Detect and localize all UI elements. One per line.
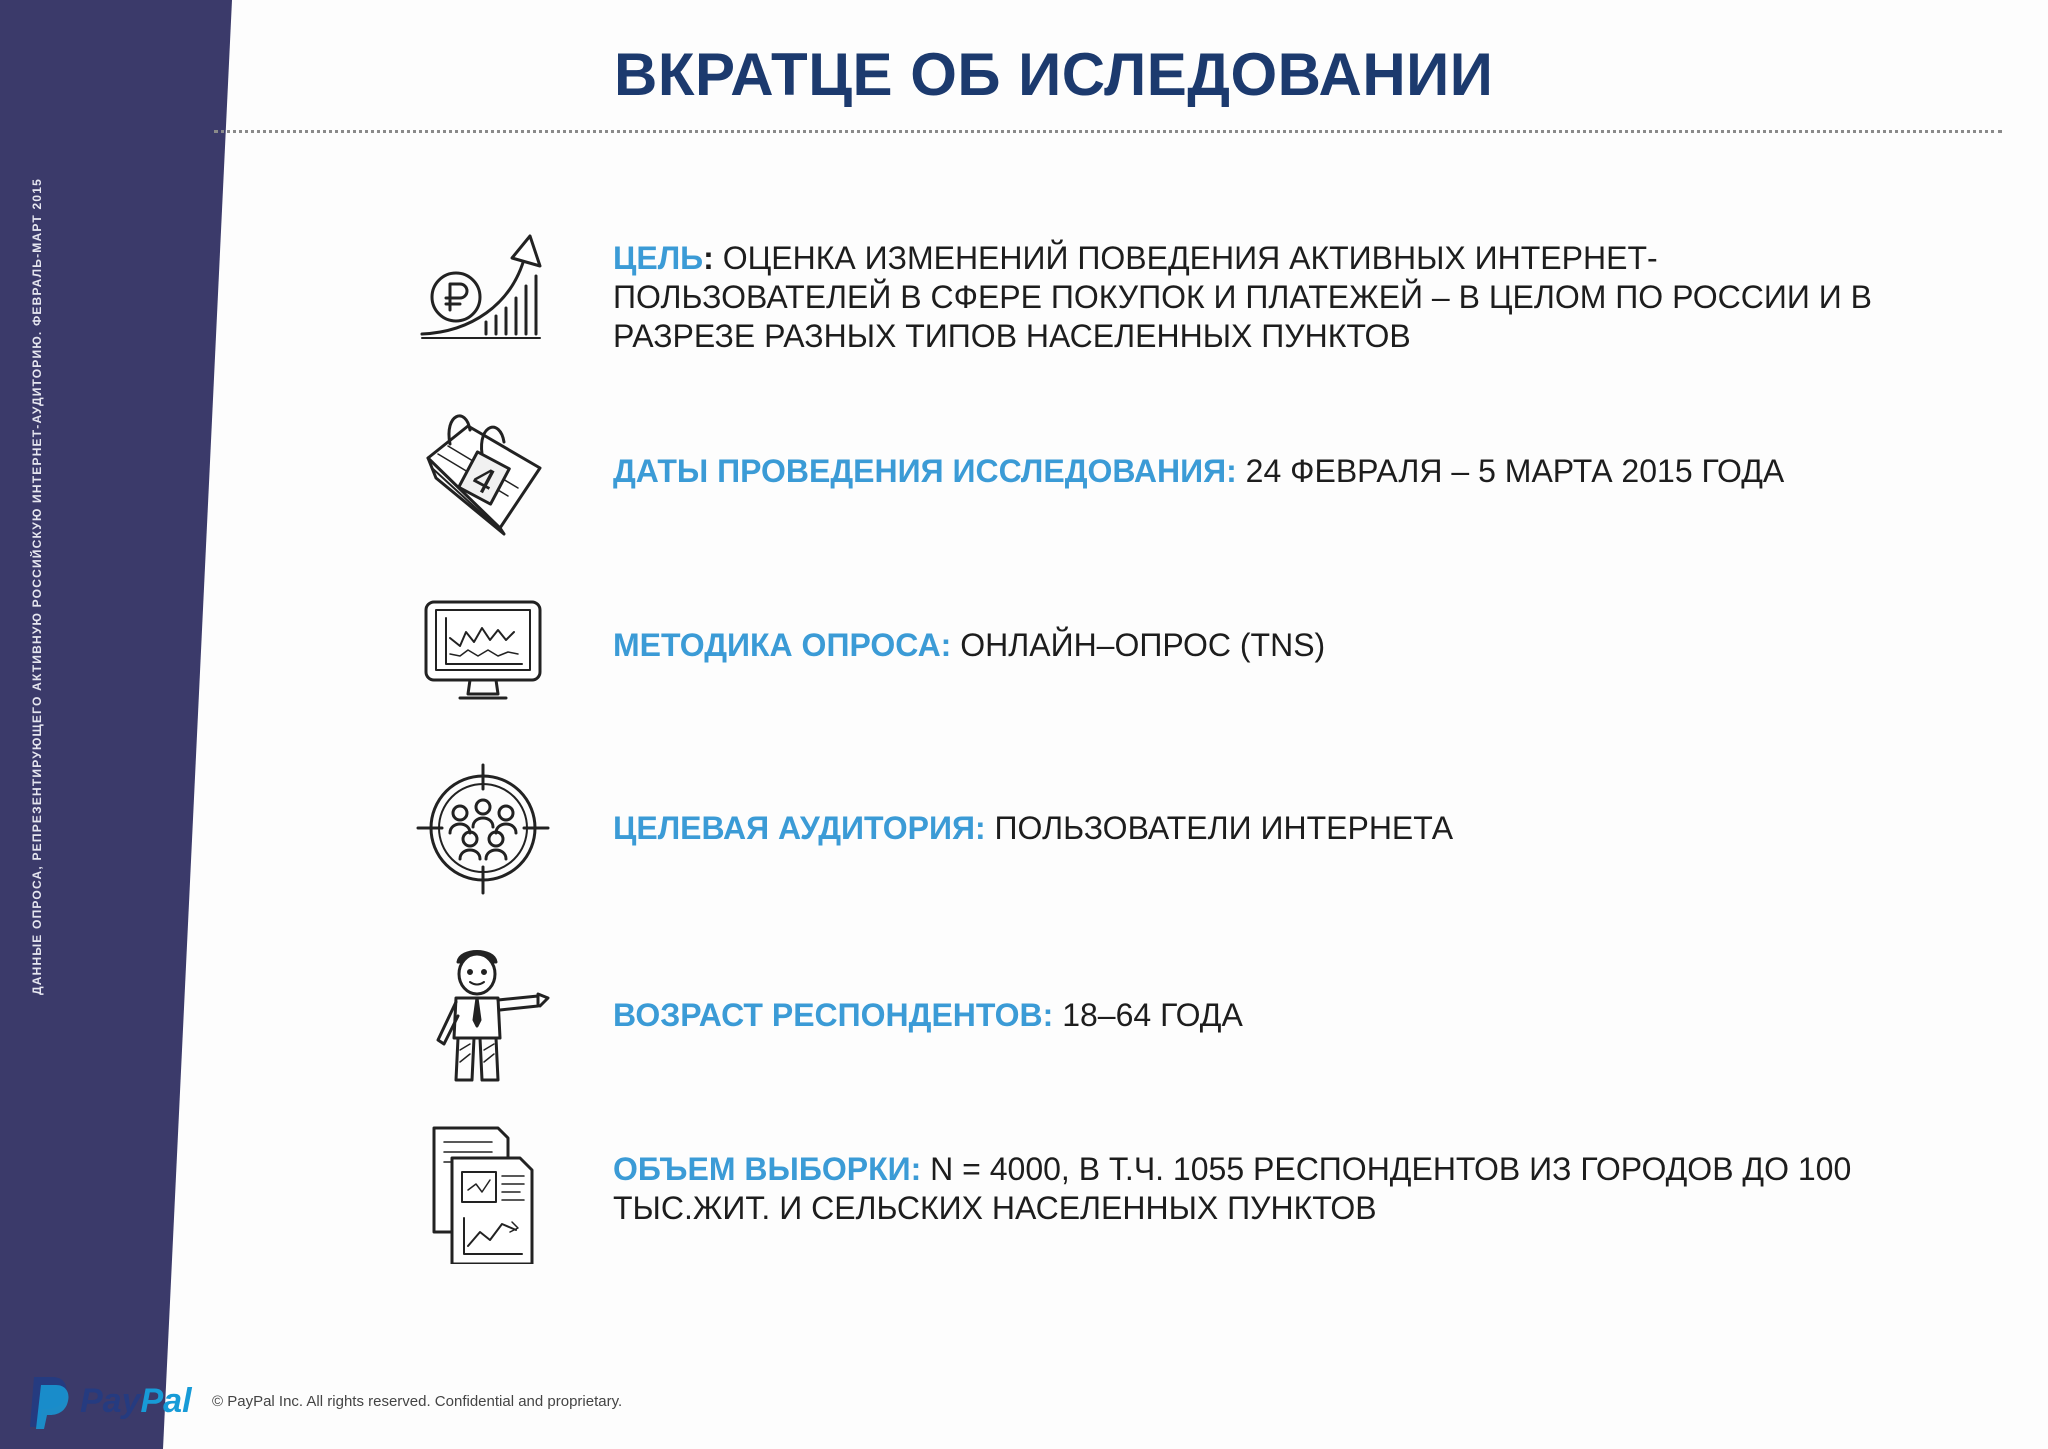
- info-label: ВОЗРАСТ РЕСПОНДЕНТОВ:: [613, 996, 1054, 1033]
- info-value: ОНЛАЙН–ОПРОС (TNS): [951, 626, 1326, 663]
- info-colon: :: [703, 239, 714, 276]
- info-item-goal: [408, 222, 1908, 372]
- logo-pal: Pal: [140, 1382, 192, 1420]
- info-value: 24 ФЕВРАЛЯ – 5 МАРТА 2015 ГОДА: [1236, 452, 1785, 489]
- logo-pay: Pay: [80, 1382, 141, 1420]
- info-item-text: [613, 753, 1893, 903]
- person-pointing-icon: [408, 940, 558, 1090]
- info-value: ОЦЕНКА ИЗМЕНЕНИЙ ПОВЕДЕНИЯ АКТИВНЫХ ИНТЕРНЕТ-ПОЛЬЗОВАТЕЛЕЙ В СФЕРЕ ПОКУПОК И ПЛАТЕЖЕЙ – В ЦЕЛОМ ПО РОССИИ И В РАЗРЕЗЕ РАЗНЫХ ТИПОВ НАСЕЛЕННЫХ ПУНКТОВ: [613, 239, 1872, 354]
- info-item-text: [613, 940, 1893, 1090]
- page-title: ВКРАТЦЕ ОБ ИСЛЕДОВАНИИ: [614, 41, 1494, 108]
- info-item-text: [613, 1114, 1893, 1264]
- target-audience-icon: [408, 753, 558, 903]
- info-value: N = 4000, В Т.Ч. 1055 РЕСПОНДЕНТОВ ИЗ ГОРОДОВ ДО 100 ТЫС.ЖИТ. И СЕЛЬСКИХ НАСЕЛЕННЫХ ПУНКТОВ: [613, 1151, 1852, 1226]
- info-item-audience: [408, 753, 1908, 903]
- monitor-chart-icon: [408, 570, 558, 720]
- info-item-text: [613, 570, 1893, 720]
- title-divider: [214, 130, 2002, 133]
- info-label: ЦЕЛЬ: [613, 239, 704, 276]
- side-caption-text: ДАННЫЕ ОПРОСА, РЕПРЕЗЕНТИРУЮЩЕГО АКТИВНУЮ РОССИЙСКУЮ ИНТЕРНЕТ-АУДИТОРИЮ. ФЕВРАЛЬ-МАРТ 2015: [30, 178, 44, 995]
- info-label: ЦЕЛЕВАЯ АУДИТОРИЯ:: [613, 809, 986, 846]
- info-label: ДАТЫ ПРОВЕДЕНИЯ ИССЛЕДОВАНИЯ:: [613, 452, 1237, 489]
- calendar-icon: [408, 396, 558, 546]
- info-value: ПОЛЬЗОВАТЕЛИ ИНТЕРНЕТА: [985, 809, 1454, 846]
- documents-icon: [408, 1114, 558, 1264]
- info-item-sample: [408, 1114, 1908, 1264]
- info-item-dates: [408, 396, 1908, 546]
- info-item-age: [408, 940, 1908, 1090]
- info-label: ОБЪЕМ ВЫБОРКИ:: [613, 1151, 922, 1187]
- paypal-logo-icon: [28, 1375, 70, 1429]
- info-label: МЕТОДИКА ОПРОСА:: [613, 626, 952, 663]
- ruble-growth-icon: [408, 222, 558, 372]
- calendar-day: 4: [464, 458, 503, 504]
- info-item-text: [613, 396, 1893, 546]
- paypal-logo: [28, 1375, 208, 1429]
- info-item-method: [408, 570, 1908, 720]
- info-item-text: [613, 222, 1893, 372]
- info-value: 18–64 ГОДА: [1053, 996, 1243, 1033]
- paypal-logo-text: [80, 1382, 192, 1421]
- copyright-note: © PayPal Inc. All rights reserved. Confidential and proprietary.: [212, 1393, 623, 1410]
